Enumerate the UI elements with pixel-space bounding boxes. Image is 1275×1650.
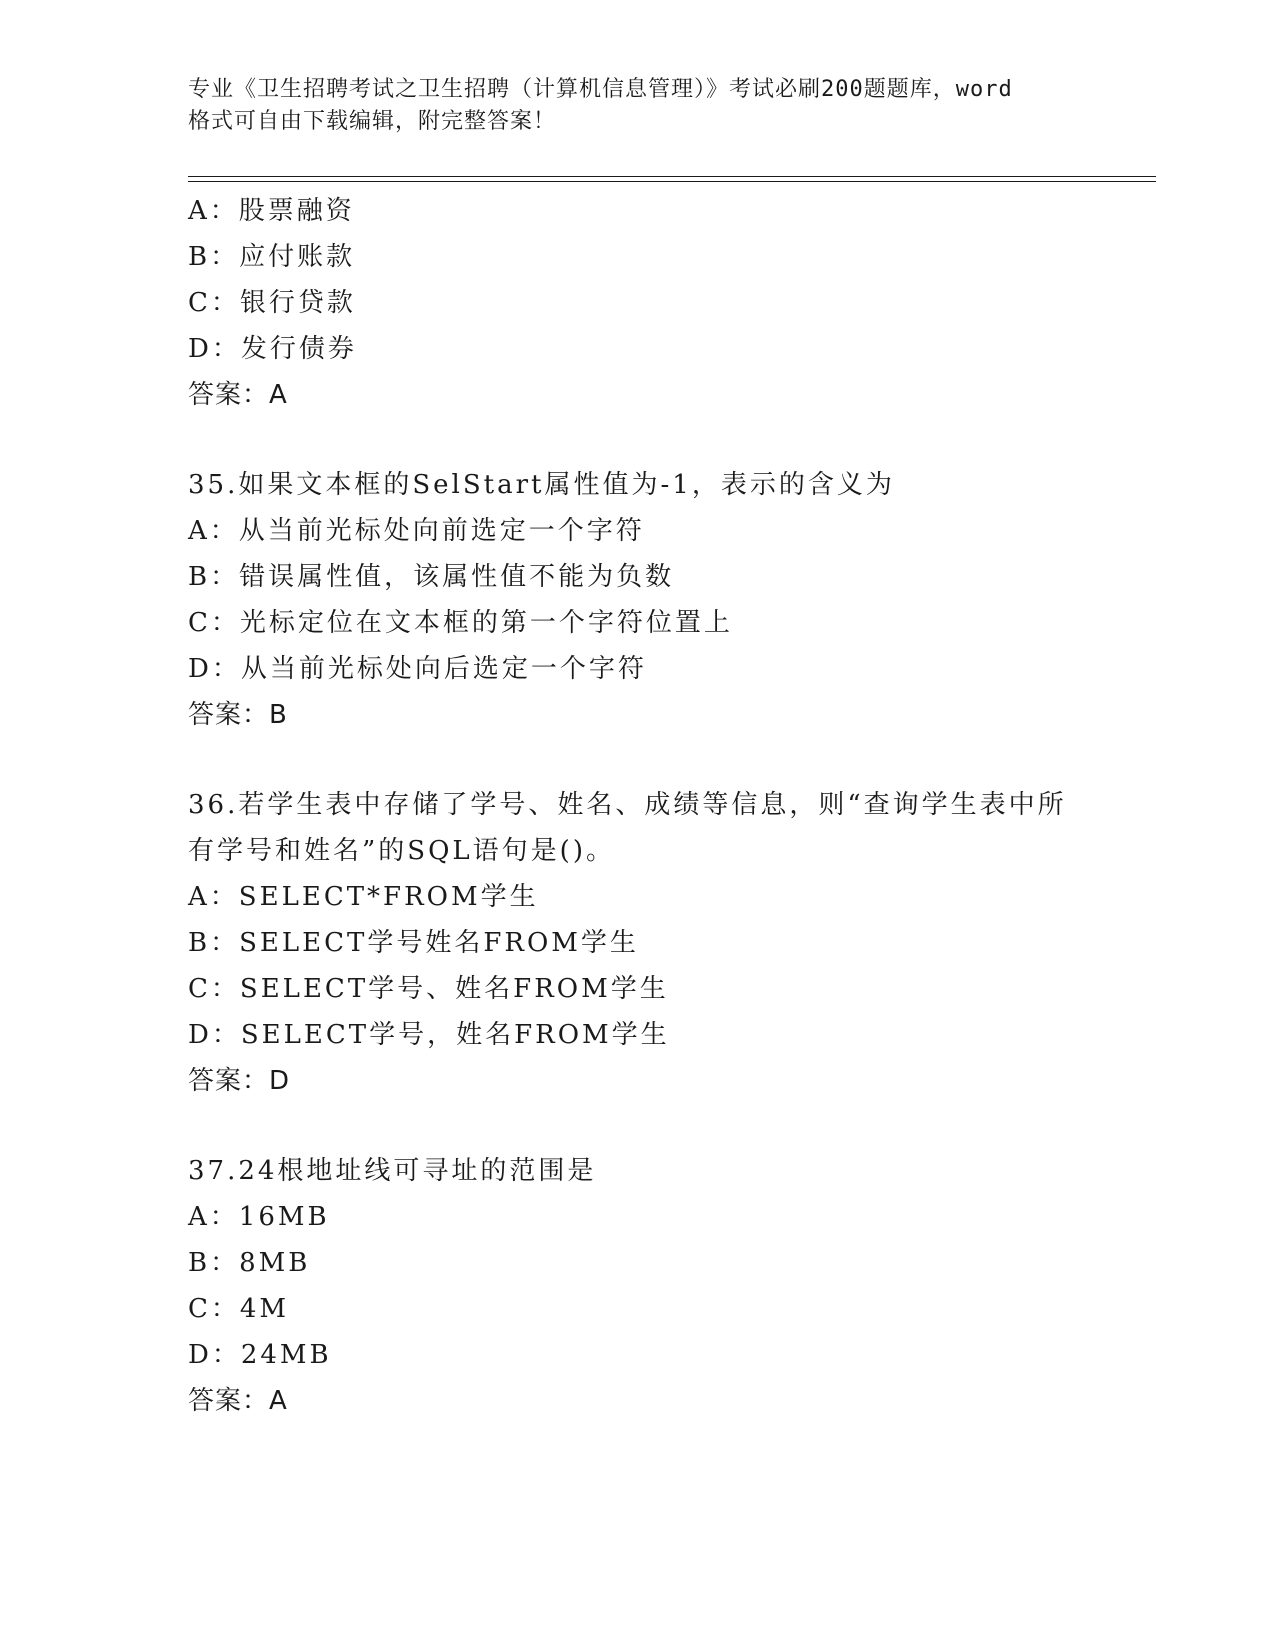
answer-label: 答案：D xyxy=(188,1066,291,1096)
option-a: A：股票融资 xyxy=(188,196,355,226)
option-c: C：银行贷款 xyxy=(188,288,356,318)
option-d: D：SELECT学号，姓名FROM学生 xyxy=(188,1020,670,1050)
question-block-35 xyxy=(188,462,1088,738)
option-b: B：8MB xyxy=(188,1248,311,1278)
option-a: A：从当前光标处向前选定一个字符 xyxy=(188,516,645,546)
answer-label: 答案：A xyxy=(188,380,288,410)
option-c: C：4M xyxy=(188,1294,290,1324)
option-a: A：SELECT*FROM学生 xyxy=(188,882,539,912)
question-block-36 xyxy=(188,782,1088,1104)
header-rule-bottom xyxy=(188,181,1156,182)
question-text-continued: 有学号和姓名”的SQL语句是()。 xyxy=(188,836,615,866)
option-d: D：发行债券 xyxy=(188,334,357,364)
header-rule-top xyxy=(188,176,1156,177)
document-header xyxy=(188,74,1088,138)
option-d: D：从当前光标处向后选定一个字符 xyxy=(188,654,647,684)
option-b: B：应付账款 xyxy=(188,242,356,272)
option-d: D：24MB xyxy=(188,1340,332,1370)
question-text: 35.如果文本框的SelStart属性值为-1，表示的含义为 xyxy=(188,470,895,500)
header-line-2: 格式可自由下载编辑，附完整答案！ xyxy=(188,109,557,134)
header-line-1: 专业《卫生招聘考试之卫生招聘（计算机信息管理）》考试必刷200题题库，word xyxy=(188,77,1013,102)
answer-label: 答案：A xyxy=(188,1386,288,1416)
question-block-34 xyxy=(188,188,1088,418)
question-text: 37.24根地址线可寻址的范围是 xyxy=(188,1156,597,1186)
question-text: 36.若学生表中存储了学号、姓名、成绩等信息，则“查询学生表中所 xyxy=(188,790,1067,820)
question-block-37 xyxy=(188,1148,1088,1424)
answer-label: 答案：B xyxy=(188,700,288,730)
option-b: B：错误属性值，该属性值不能为负数 xyxy=(188,562,675,592)
option-a: A：16MB xyxy=(188,1202,330,1232)
question-list xyxy=(188,188,1088,1424)
option-c: C：光标定位在文本框的第一个字符位置上 xyxy=(188,608,733,638)
option-b: B：SELECT学号姓名FROM学生 xyxy=(188,928,639,958)
option-c: C：SELECT学号、姓名FROM学生 xyxy=(188,974,669,1004)
